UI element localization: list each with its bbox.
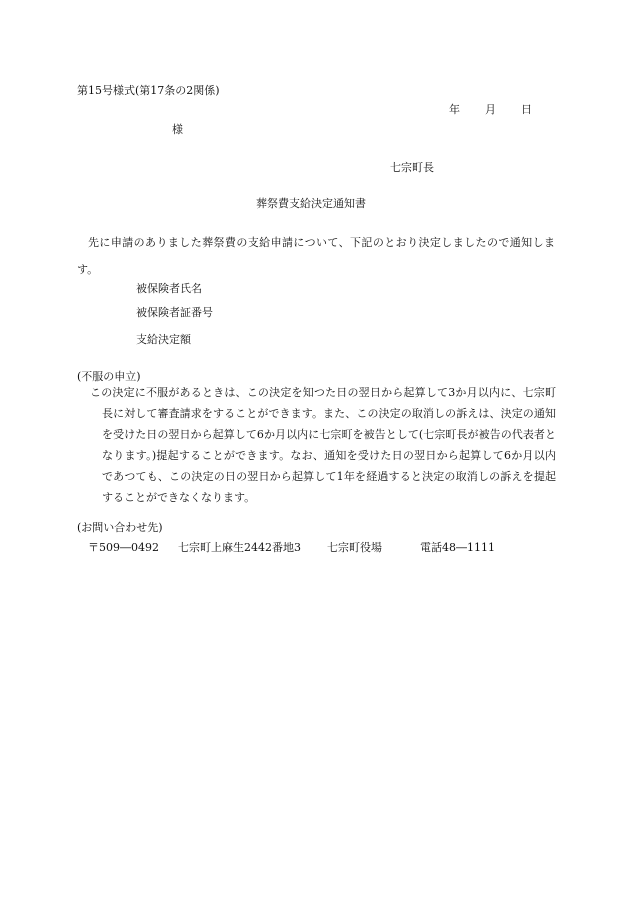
contact-address: 七宗町上麻生2442番地3 [178, 541, 301, 554]
date-year: 年 [449, 103, 460, 116]
contact-postal: 〒509―0492 [88, 541, 159, 554]
objection-body: この決定に不服があるときは、この決定を知つた日の翌日から起算して3か月以内に、七宗町長に対して審査請求をすることができます。また、この決定の取消しの訴えは、決定の通知を受けた日の翌日から起算して6か月以内に七宗町を被告として(七宗町長が被告の代表者となります。)提起することができます。なお、通知を受けた日の翌日から起算して6か月以内であつても、この決定の日の翌日から起算して1年を経過すると決定の取消しの訴えを提起することができなくなります。 [90, 386, 556, 504]
addressee-suffix: 様 [172, 123, 183, 136]
objection-heading: (不服の申立) [77, 370, 141, 383]
field-payment-amount: 支給決定額 [136, 333, 191, 346]
form-label: 第15号様式(第17条の2関係) [77, 84, 220, 97]
date-day: 日 [521, 103, 532, 116]
field-insured-name: 被保険者氏名 [136, 282, 202, 295]
contact-heading: (お問い合わせ先) [77, 521, 163, 534]
document-title: 葬祭費支給決定通知書 [256, 197, 366, 210]
contact-phone: 電話48―1111 [420, 541, 495, 554]
sender: 七宗町長 [390, 161, 434, 174]
intro-paragraph: 先に申請のありました葬祭費の支給申請について、下記のとおり決定しましたので通知します。 [77, 236, 555, 276]
field-insured-card-number: 被保険者証番号 [136, 306, 213, 319]
date-month: 月 [485, 103, 496, 116]
contact-office: 七宗町役場 [327, 541, 382, 554]
